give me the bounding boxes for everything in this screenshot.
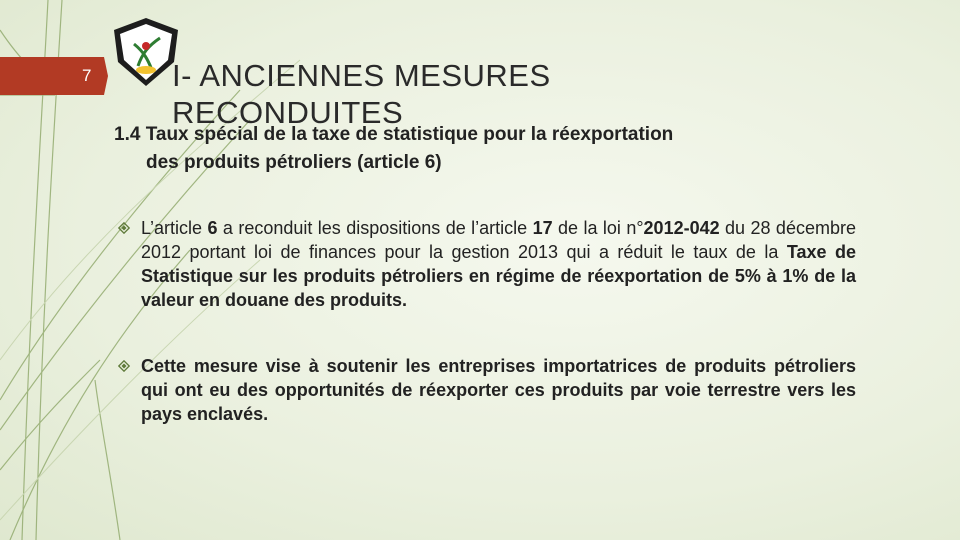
bullet-item-1 xyxy=(118,216,856,312)
bullet-1-text-c: de la loi n° xyxy=(552,218,644,238)
bullet-1-text-b: a reconduit les dispositions de l’article xyxy=(217,218,533,238)
slide-number: 7 xyxy=(82,66,92,85)
law-number: 2012-042 xyxy=(643,218,720,238)
subtitle xyxy=(114,121,874,177)
bullet-item-2 xyxy=(118,354,856,426)
diamond-bullet-icon xyxy=(118,222,130,234)
tax-description: Taxe de Statistique sur les produits pétroliers en régime de réexportation de 5% à 1% de la valeur en douane des produits. xyxy=(141,242,856,310)
article-number: 6 xyxy=(207,218,218,238)
diamond-bullet-icon xyxy=(118,360,130,372)
subtitle-line-2: des produits pétroliers (article 6) xyxy=(146,152,442,173)
page-title: I- ANCIENNES MESURES RECONDUITES xyxy=(172,58,551,130)
bullet-1-text-a: L’article xyxy=(141,218,208,238)
bullet-2-text: Cette mesure vise à soutenir les entreprises importatrices de produits pétroliers qui ont eu des opportunités de réexporter ces produits par voie terrestre vers les pays enclavés. xyxy=(141,356,856,424)
previous-article-number: 17 xyxy=(532,218,553,238)
bullet-1-text-d: du 28 décembre 2012 portant loi de finances pour la gestion 2013 qui a réduit le taux de la xyxy=(141,218,856,262)
subtitle-line-1: 1.4 Taux spécial de la taxe de statistique pour la réexportation xyxy=(114,124,674,145)
bullet-list xyxy=(118,216,856,426)
